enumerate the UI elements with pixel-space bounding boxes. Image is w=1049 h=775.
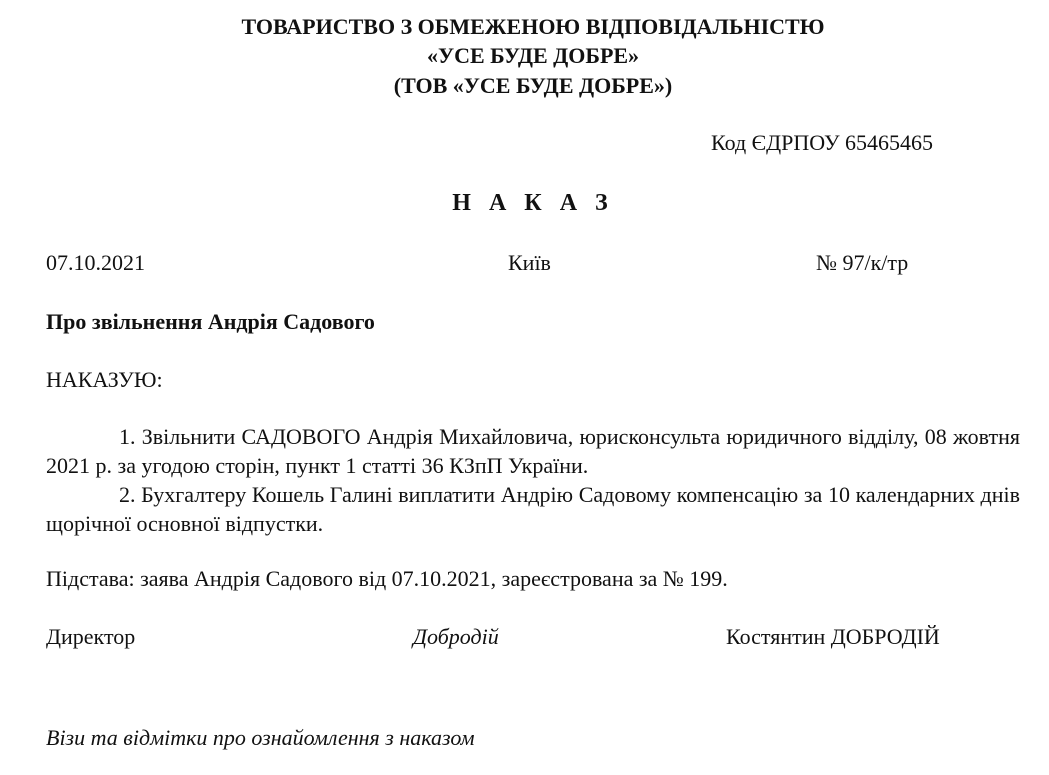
order-city: Київ (508, 250, 551, 275)
order-date: 07.10.2021 (46, 250, 145, 275)
visas-note: Візи та відмітки про ознайомлення з наказом (46, 725, 475, 750)
order-item: 1. Звільнити САДОВОГО Андрія Михайловича, юрисконсульта юридичного відділу, 08 жовтня 2021 р. за угодою сторін, пункт 1 статті 36 КЗпП України. (46, 424, 1020, 478)
order-command: НАКАЗУЮ: (46, 367, 163, 392)
order-subject: Про звільнення Андрія Садового (46, 309, 375, 334)
company-brand-line: «УСЕ БУДЕ ДОБРЕ» (426, 43, 640, 68)
edrpou-code: Код ЄДРПОУ 65465465 (711, 130, 934, 155)
company-name-line: ТОВАРИСТВО З ОБМЕЖЕНОЮ ВІДПОВІДАЛЬНІСТЮ (241, 14, 825, 39)
company-short-name: (ТОВ «УСЕ БУДЕ ДОБРЕ») (393, 73, 673, 98)
order-basis: Підстава: заява Андрія Садового від 07.10.2021, зареєстрована за № 199. (46, 566, 728, 591)
signatory-name: Костянтин ДОБРОДІЙ (726, 624, 940, 649)
signatory-title: Директор (46, 624, 136, 649)
order-number: № 97/к/тр (816, 250, 909, 275)
order-item: 2. Бухгалтеру Кошель Галині виплатити Андрію Садовому компенсацію за 10 календарних днів щорічної основної відпустки. (46, 482, 1020, 536)
document-title: Н А К А З (452, 190, 614, 216)
signature-mark: Добродій (413, 624, 499, 649)
